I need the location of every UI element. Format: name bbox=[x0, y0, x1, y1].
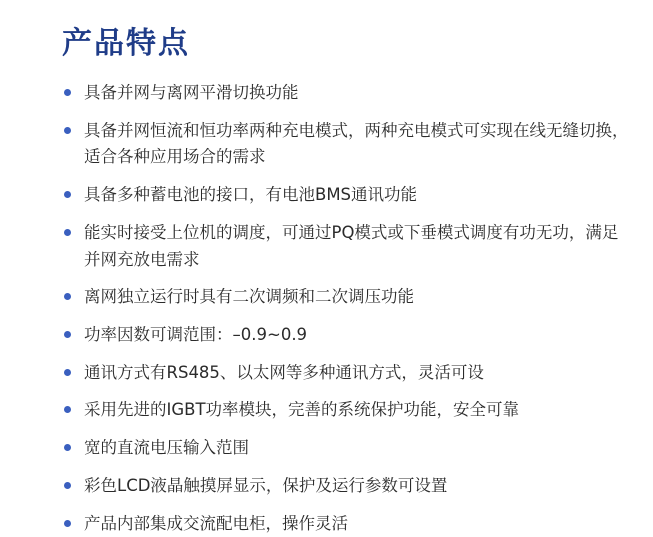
bullet-icon bbox=[64, 229, 71, 236]
list-item bbox=[62, 322, 633, 349]
list-item-label: 功率因数可调范围：–0.9~0.9 bbox=[84, 325, 308, 345]
list-item bbox=[62, 397, 633, 424]
bullet-icon bbox=[64, 331, 71, 338]
feature-list bbox=[62, 80, 633, 537]
bullet-icon bbox=[64, 406, 71, 413]
list-item bbox=[62, 473, 633, 500]
list-item bbox=[62, 182, 633, 209]
bullet-icon bbox=[64, 444, 71, 451]
bullet-icon bbox=[64, 482, 71, 489]
list-item bbox=[62, 80, 633, 107]
bullet-icon bbox=[64, 520, 71, 527]
list-item bbox=[62, 220, 633, 273]
list-item-label: 彩色LCD液晶触摸屏显示，保护及运行参数可设置 bbox=[84, 475, 448, 495]
list-item-label: 离网独立运行时具有二次调频和二次调压功能 bbox=[84, 287, 414, 307]
list-item-label: 具备多种蓄电池的接口，有电池BMS通讯功能 bbox=[84, 185, 418, 205]
list-item bbox=[62, 435, 633, 462]
list-item-label: 采用先进的IGBT功率模块，完善的系统保护功能，安全可靠 bbox=[84, 400, 520, 420]
list-item-label: 宽的直流电压输入范围 bbox=[84, 438, 249, 458]
bullet-icon bbox=[64, 369, 71, 376]
page-title: 产品特点 bbox=[62, 26, 190, 61]
bullet-icon bbox=[64, 127, 71, 134]
bullet-icon bbox=[64, 191, 71, 198]
list-item bbox=[62, 118, 633, 171]
list-item bbox=[62, 511, 633, 537]
list-item-label: 产品内部集成交流配电柜，操作灵活 bbox=[84, 513, 348, 533]
list-item-label: 具备并网与离网平滑切换功能 bbox=[84, 83, 299, 102]
bullet-icon bbox=[64, 89, 71, 96]
list-item bbox=[62, 284, 633, 311]
list-item bbox=[62, 360, 633, 387]
list-item-label: 具备并网恒流和恒功率两种充电模式，两种充电模式可实现在线无缝切换，适合各种应用场合的需求 bbox=[84, 120, 629, 167]
list-item-label: 通讯方式有RS485、以太网等多种通讯方式，灵活可设 bbox=[84, 362, 484, 382]
list-item-label: 能实时接受上位机的调度，可通过PQ模式或下垂模式调度有功无功，满足并网充放电需求 bbox=[84, 222, 619, 269]
bullet-icon bbox=[64, 293, 71, 300]
